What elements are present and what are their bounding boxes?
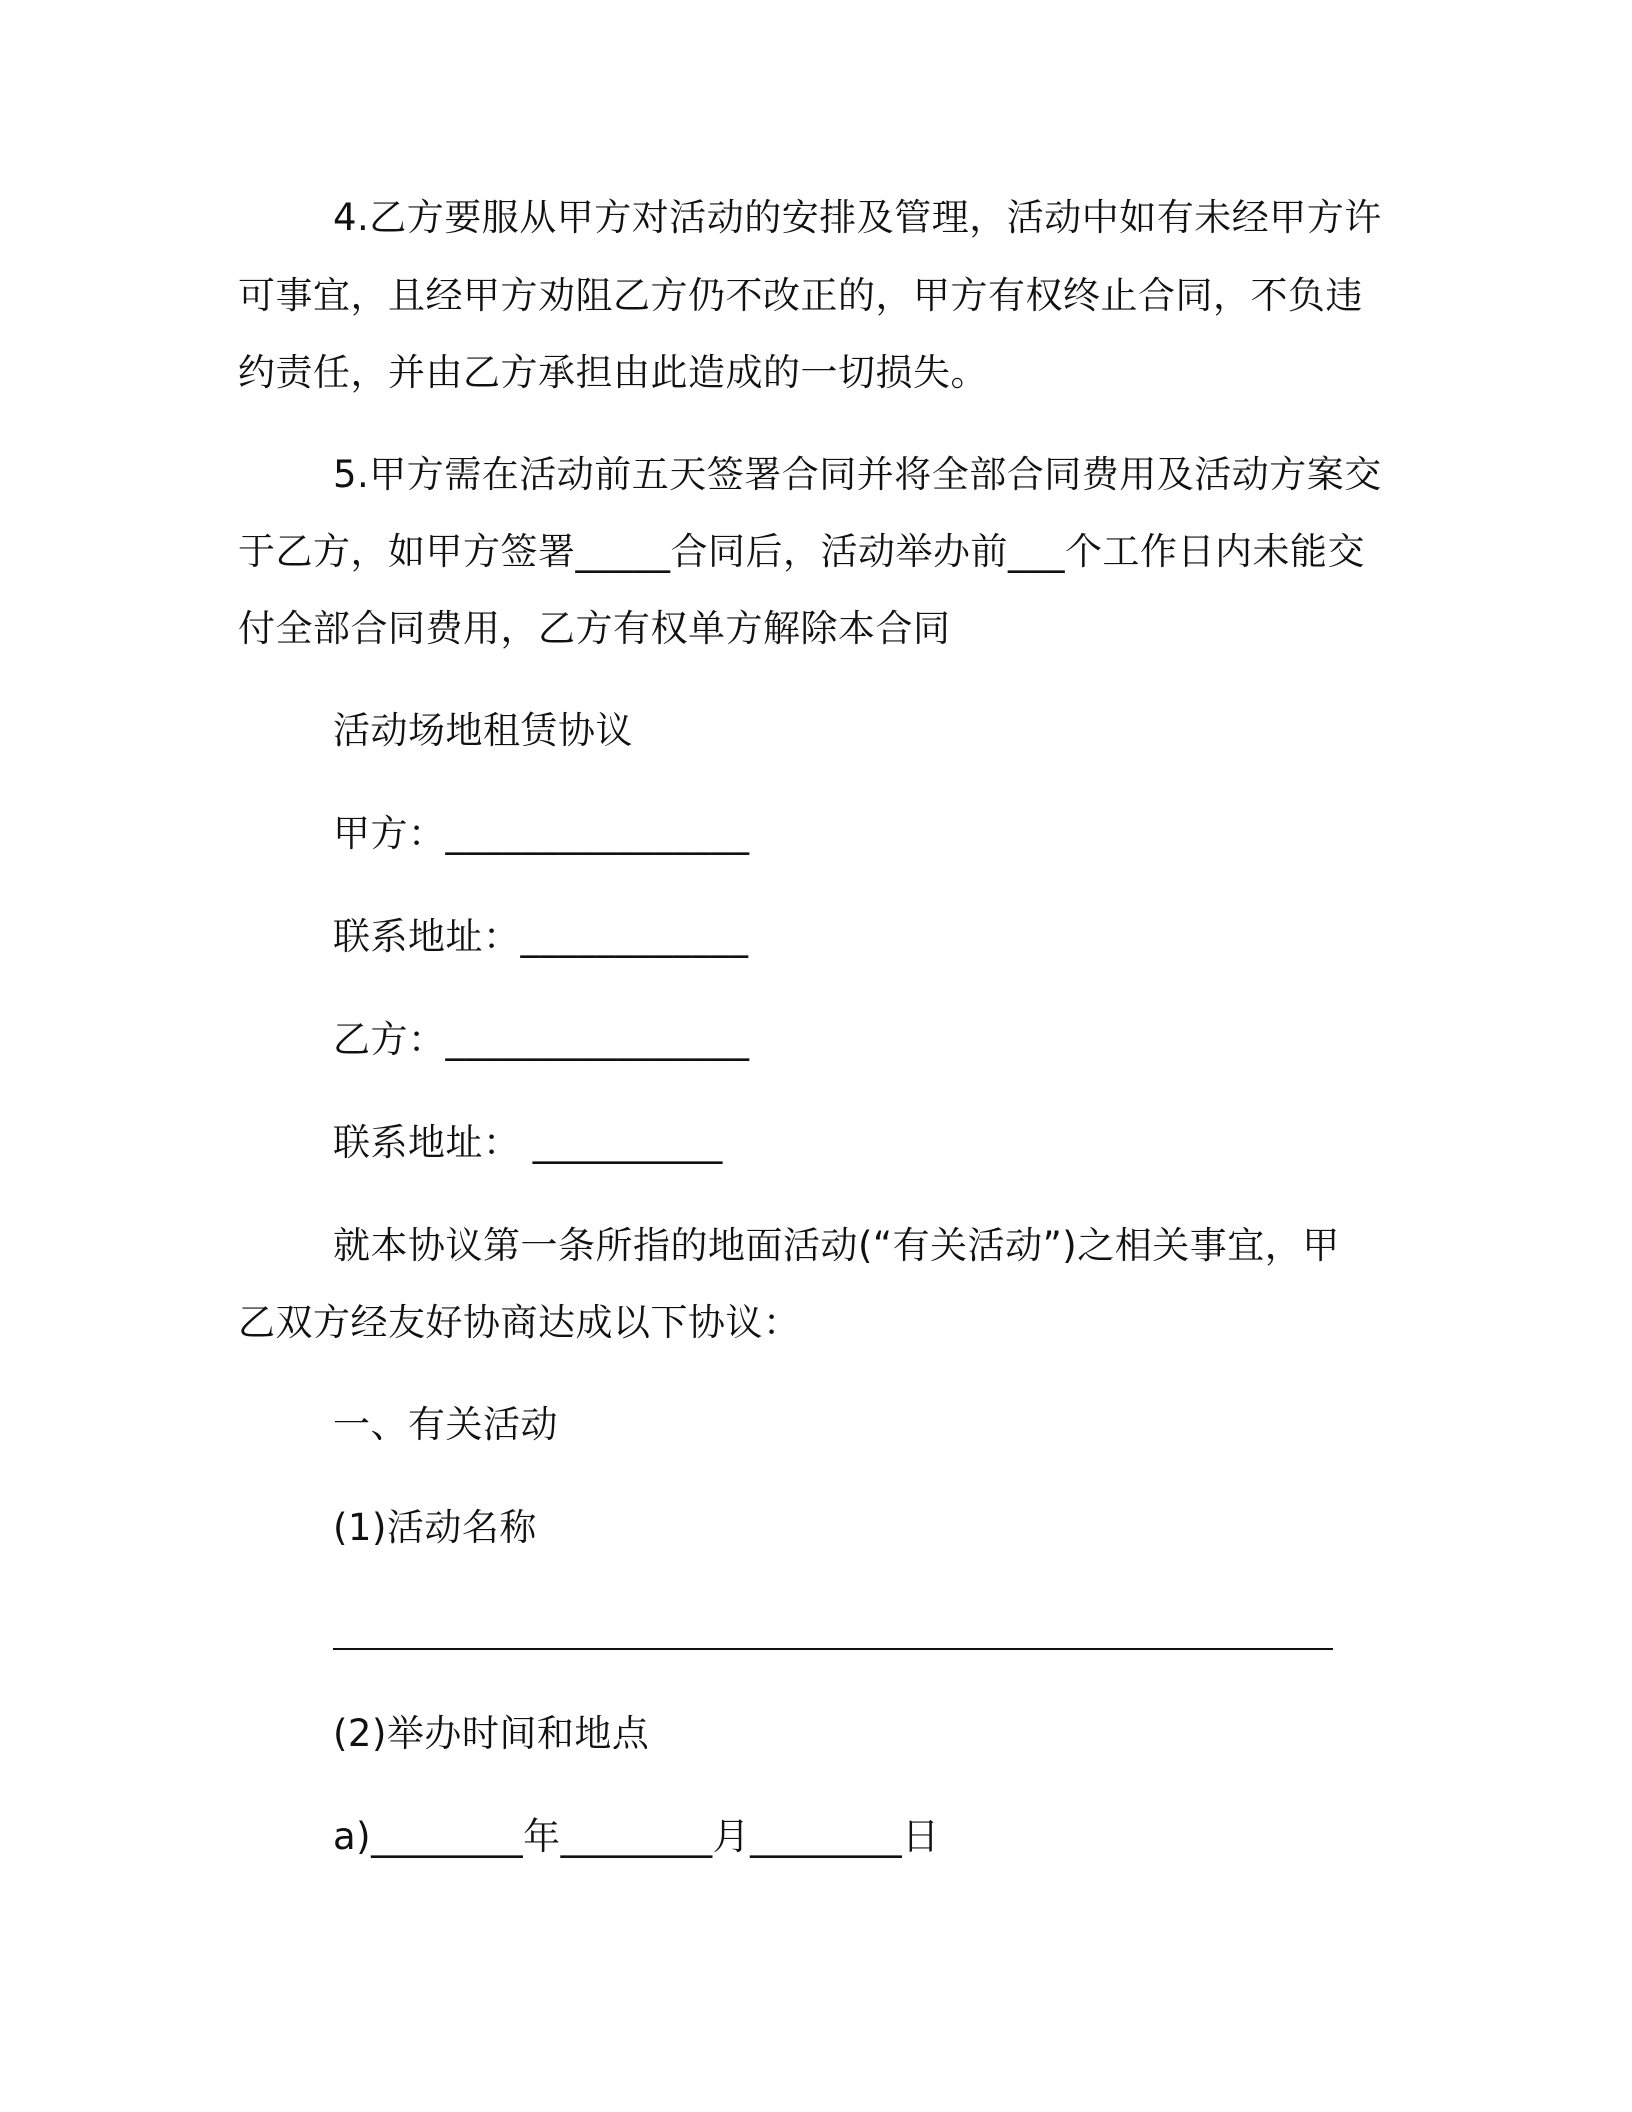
party-b-address-line: 联系地址： __________	[333, 1121, 723, 1164]
clause-4-line-3: 约责任，并由乙方承担由此造成的一切损失。	[238, 351, 988, 394]
section-1-heading: 一、有关活动	[333, 1403, 558, 1446]
activity-name-blank-line	[333, 1648, 1333, 1650]
intro-line-1: 就本协议第一条所指的地面活动(“有关活动”)之相关事宜，甲	[333, 1224, 1340, 1267]
intro-line-2: 乙双方经友好协商达成以下协议：	[238, 1301, 801, 1344]
party-b-line: 乙方：________________	[333, 1018, 750, 1061]
item-1-label: (1)活动名称	[333, 1506, 537, 1549]
party-a-address-line: 联系地址：____________	[333, 915, 749, 958]
clause-5-line-2: 于乙方，如甲方签署_____合同后，活动举办前___个工作日内未能交	[238, 530, 1365, 573]
clause-5-line-1: 5.甲方需在活动前五天签署合同并将全部合同费用及活动方案交	[333, 453, 1382, 496]
clause-4-line-2: 可事宜，且经甲方劝阻乙方仍不改正的，甲方有权终止合同，不负违	[238, 274, 1363, 317]
party-a-line: 甲方：________________	[333, 812, 750, 855]
agreement-title: 活动场地租赁协议	[333, 709, 633, 752]
item-2-label: (2)举办时间和地点	[333, 1712, 650, 1755]
date-line: a)________年________月________日	[333, 1815, 940, 1858]
clause-5-line-3: 付全部合同费用，乙方有权单方解除本合同	[238, 607, 951, 650]
clause-4-line-1: 4.乙方要服从甲方对活动的安排及管理，活动中如有未经甲方许	[333, 196, 1382, 239]
